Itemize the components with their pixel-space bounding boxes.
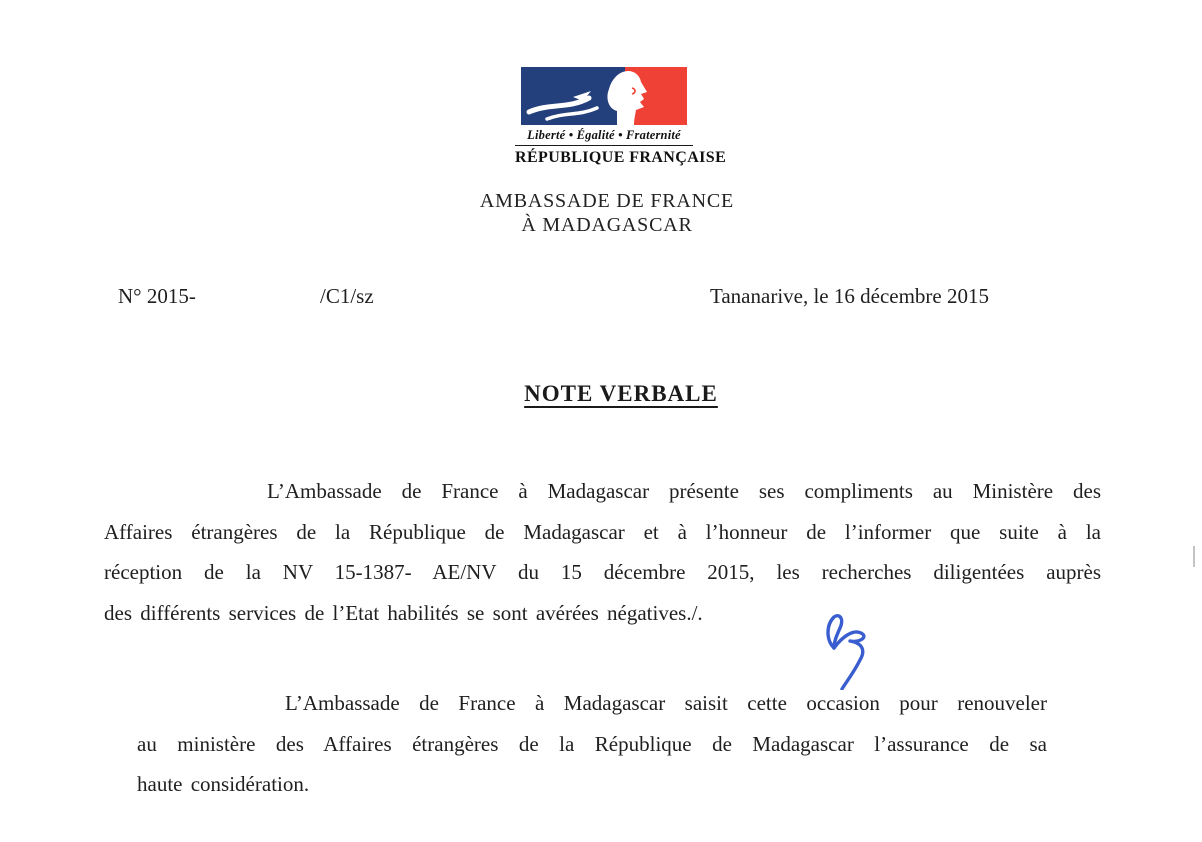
logo-motto: Liberté • Égalité • Fraternité [515, 125, 693, 146]
paragraph-1-line-2: Affaires étrangères de la République de Madagascar et à l’honneur de l’informer que suite à la [104, 519, 1101, 544]
paragraph-2 [137, 683, 1047, 805]
logo-republique-francaise: RÉPUBLIQUE FRANÇAISE [515, 149, 727, 166]
scan-artifact [1193, 546, 1195, 567]
handwritten-paraph-icon [818, 606, 880, 690]
reference-number: N° 2015- [118, 284, 196, 308]
reference-code: /C1/sz [320, 284, 374, 308]
paragraph-2-line-1: L’Ambassade de France à Madagascar saisit cette occasion pour renouveler [285, 691, 1047, 715]
french-republic-logo-block [515, 67, 727, 167]
embassy-letterhead [367, 189, 847, 237]
paragraph-1-line-3: réception de la NV 15-1387- AE/NV du 15 décembre 2015, les recherches diligentées auprès [104, 560, 1101, 584]
document-title: NOTE VERBALE [524, 381, 718, 406]
embassy-name-line2: À MADAGASCAR [521, 214, 693, 236]
paragraph-1-line-1: L’Ambassade de France à Madagascar présente ses compliments au Ministère des [267, 479, 1101, 503]
dateline: Tananarive, le 16 décembre 2015 [710, 284, 989, 308]
embassy-name-line1: AMBASSADE DE FRANCE [479, 190, 735, 212]
paragraph-1-line-4: des différents services de l’Etat habilités se sont avérées négatives./. [104, 600, 703, 625]
paragraph-2-line-2: au ministère des Affaires étrangères de la République de Madagascar l’assurance de sa [137, 731, 1047, 756]
paragraph-2-line-3: haute considération. [137, 772, 310, 796]
paragraph-1 [104, 471, 1101, 633]
marianne-flag-icon [519, 67, 689, 125]
